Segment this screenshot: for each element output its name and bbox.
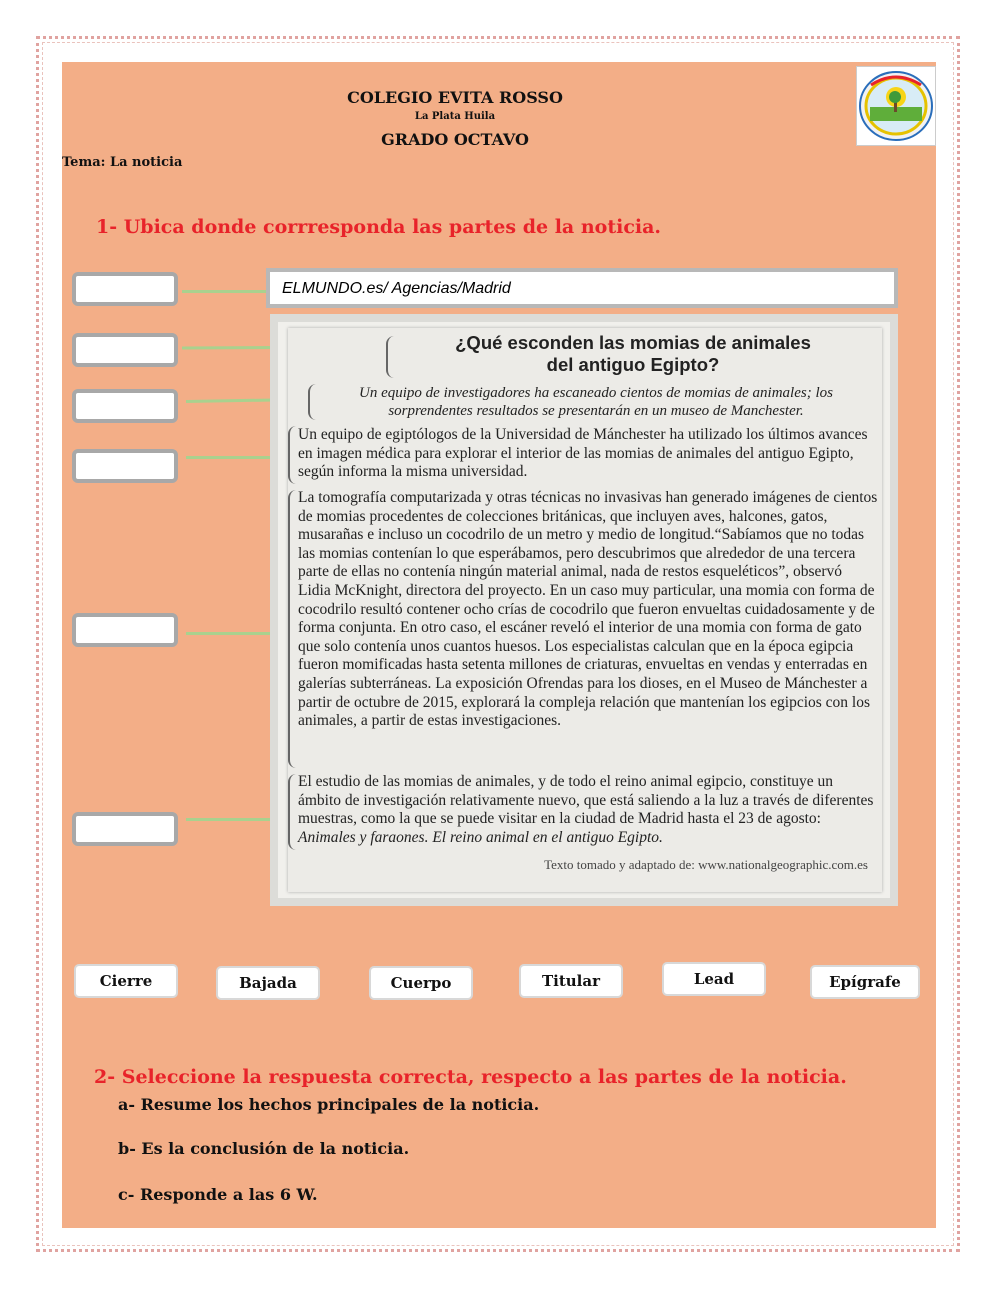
- drop-box-headline[interactable]: [72, 333, 178, 367]
- school-logo: [856, 66, 936, 146]
- chip-bajada[interactable]: Bajada: [216, 966, 320, 1000]
- school-crest-icon: [857, 67, 935, 145]
- connector-line: [182, 290, 268, 293]
- closing-text: El estudio de las momias de animales, y de todo el reino animal egipcio, constituye un ámbito de investigación relativamente nuevo, que está saliendo a la luz a través de diferentes muestras, como la que se puede visitar en la ciudad de Madrid hasta el 23 de agosto:: [298, 773, 874, 828]
- drop-box-source[interactable]: [72, 272, 178, 306]
- drop-box-body[interactable]: [72, 613, 178, 647]
- article-credit: Texto tomado y adaptado de: www.nationalgeographic.com.es: [544, 857, 868, 872]
- section2-title: 2- Seleccione la respuesta correcta, respecto a las partes de la noticia.: [94, 1066, 847, 1088]
- closing-italic: Animales y faraones. El reino animal en el antiguo Egipto.: [298, 828, 663, 846]
- brace: [288, 774, 296, 850]
- subtitle-line-1: Un equipo de investigadores ha escaneado cientos de momias de animales; los: [359, 385, 833, 401]
- brace: [288, 490, 296, 768]
- headline-line-1: ¿Qué esconden las momias de animales: [455, 332, 811, 353]
- lead-paragraph: Un equipo de egiptólogos de la Universidad de Mánchester ha utilizado los últimos avances en imagen médica para explorar el interior de las momias de animales del antiguo Egipto, según informa la misma universidad.: [298, 426, 868, 481]
- news-article: [270, 314, 898, 906]
- drop-box-lead[interactable]: [72, 449, 178, 483]
- option-b[interactable]: b- Es la conclusión de la noticia.: [118, 1139, 410, 1158]
- source-line: ELMUNDO.es/ Agencias/Madrid: [266, 268, 898, 308]
- chip-cuerpo[interactable]: Cuerpo: [369, 966, 473, 1000]
- subtitle-line-2: sorprendentes resultados se presentarán en un museo de Manchester.: [388, 403, 804, 419]
- headline-line-2: del antiguo Egipto?: [546, 354, 720, 375]
- option-c[interactable]: c- Responde a las 6 W.: [118, 1185, 318, 1204]
- brace: [288, 426, 296, 484]
- topic-label: Tema: La noticia: [62, 155, 183, 170]
- chip-lead[interactable]: Lead: [662, 962, 766, 996]
- grade-title: GRADO OCTAVO: [381, 130, 529, 149]
- drop-box-closing[interactable]: [72, 812, 178, 846]
- school-name: COLEGIO EVITA ROSSO: [347, 88, 563, 107]
- body-paragraph: La tomografía computarizada y otras técnicas no invasivas han generado imágenes de cientos de momias procedentes de colecciones británicas, que incluyen aves, halcones, gatos, musarañas e incluso un cocodrilo de un metro y medio de longitud.“Sabíamos que no todas las momias contenían lo que esperábamos, pero descubrimos que alrededor de una tercera parte de ellas no contenía ningún material animal, nada de restos esqueléticos”, observó Lidia McKnight, directora del proyecto. En un caso muy particular, una momia con forma de cocodrilo resultó contener ocho crías de cocodrilo que fueron envueltas cuidadosamente y de forma conjunta. En otro caso, el escáner reveló el interior de una momia con forma de gato que solo contenía unos cuantos huesos. Los especialistas calculan que en la época egipcia fueron momificadas hasta setenta millones de criaturas, envueltas en vendas y enterradas en galerías subterráneas. La exposición Ofrendas para los dioses, en el Museo de Mánchester a partir de octubre de 2015, explorará la compleja relación que mantenían los egipcios con los animales, a partir de estas investigaciones.: [298, 489, 878, 730]
- closing-paragraph: [298, 773, 878, 847]
- chip-cierre[interactable]: Cierre: [74, 964, 178, 998]
- brace: [308, 384, 316, 420]
- option-a[interactable]: a- Resume los hechos principales de la noticia.: [118, 1095, 540, 1114]
- drop-box-subtitle[interactable]: [72, 389, 178, 423]
- article-page: [288, 328, 882, 892]
- chip-epigrafe[interactable]: Epígrafe: [810, 965, 920, 999]
- school-city: La Plata Huila: [414, 111, 496, 122]
- chip-titular[interactable]: Titular: [519, 964, 623, 998]
- brace: [386, 336, 394, 378]
- section1-title: 1- Ubica donde corrresponda las partes de la noticia.: [96, 216, 662, 238]
